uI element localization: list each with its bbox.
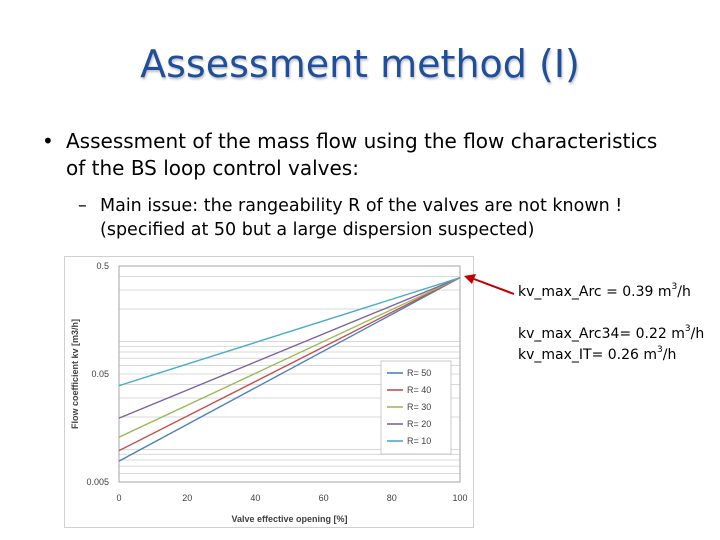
y-tick-label: 0.005: [86, 477, 109, 487]
slide-title: Assessment method (I): [140, 42, 580, 86]
kv-max-arc34-annotation: [518, 326, 704, 342]
kv-max-it-unit: /h: [662, 347, 677, 363]
kv-max-arc34-text: kv_max_Arc34= 0.22 m: [518, 326, 685, 342]
sub-bullet-symbol: –: [78, 196, 87, 216]
legend-label: R= 30: [407, 402, 432, 412]
kv-max-it-text: kv_max_IT= 0.26 m: [518, 347, 658, 363]
y-tick-label: 0.5: [96, 261, 109, 271]
bullet-symbol: •: [42, 129, 54, 153]
kv-max-it-annotation: [518, 347, 676, 363]
legend-label: R= 40: [407, 385, 432, 395]
x-tick-label: 40: [250, 493, 261, 503]
kv-max-arc34-sup: 3: [684, 324, 691, 334]
y-tick-label: 0.05: [91, 369, 109, 379]
x-tick-label: 60: [318, 493, 329, 503]
chart-frame: [64, 256, 474, 528]
legend-label: R= 10: [407, 436, 432, 446]
legend-label: R= 50: [407, 368, 432, 378]
arrow-line: [474, 279, 514, 294]
bullet-point: [42, 128, 682, 182]
legend-label: R= 20: [407, 419, 432, 429]
x-tick-label: 20: [182, 493, 193, 503]
kv-max-arc-sup: 3: [671, 282, 678, 292]
kv-max-arc-text: kv_max_Arc = 0.39 m: [518, 284, 672, 300]
x-axis-title: Valve effective opening [%]: [231, 514, 348, 524]
kv-max-arc-unit: /h: [677, 284, 691, 300]
kv-max-it-sup: 3: [657, 345, 663, 355]
kv-chart: [65, 257, 473, 527]
sub-bullet-point: [78, 194, 708, 242]
kv-max-arc-annotation: [518, 284, 691, 300]
kv-max-arc34-unit: /h: [690, 326, 705, 342]
sub-bullet-text: Main issue: the rangeability R of the valves are not known ! (specified at 50 but a large dispersion suspected): [100, 196, 623, 240]
y-axis-title: Flow coefficient kv [m3/h]: [70, 318, 80, 430]
x-tick-label: 100: [452, 493, 468, 503]
x-tick-label: 80: [386, 493, 397, 503]
bullet-text: Assessment of the mass flow using the flow characteristics of the BS loop control valves:: [66, 129, 658, 180]
x-tick-label: 0: [116, 493, 122, 503]
